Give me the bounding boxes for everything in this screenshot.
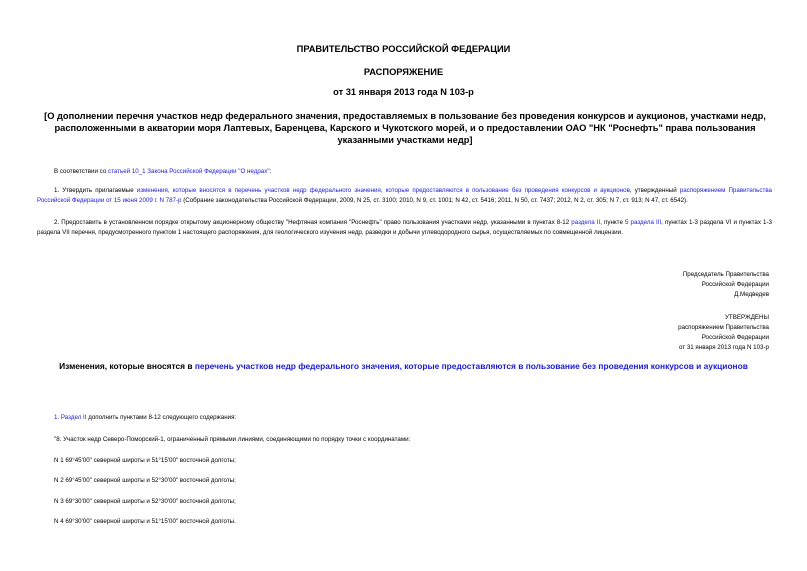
point-2-text-b: , пункте	[600, 219, 625, 226]
basis-paragraph	[54, 167, 774, 177]
point-1-text-a: 1. Утвердить прилагаемые	[54, 187, 137, 194]
section-2-link[interactable]: раздела II	[571, 219, 601, 226]
point-1-text-c: (Собрание законодательства Российской Федерации, 2009, N 25, ст. 3100; 2010, N 9, ст. 1001; N 42, ст. 5416; 2011, N 50, ст. 7437; 2012, N 2, ст. 305; N 7, ст. 913; N 47, ст. 6542).	[181, 196, 688, 204]
changes-link[interactable]: изменения, которые вносятся в перечень участков недр федерального значения, которые предоставляются в пользование без проведения конкурсов и аукционов	[136, 187, 630, 194]
point-1-paragraph	[37, 186, 772, 205]
list-item: "8. Участок недр Северо-Поморский-1, ограниченный прямыми линиями, соединяющими по порядку точки с координатами:	[54, 436, 411, 443]
list-item: N 2 69°45'00" северной широты и 52°30'00" восточной долготы;	[54, 477, 236, 484]
document-title: [О дополнении перечня участков недр федерального значения, предоставляемых в пользование без проведения конкурсов и аукционов, участками недр, расположенными в акватории моря Лаптевых, Баренцева, Карского и Чукотского морей, и о предоставлении ОАО "НК "Роснефть" права пользования указанными участками недр]	[44, 111, 766, 145]
item-1-prefix: 1.	[54, 414, 61, 421]
signature-block	[683, 270, 769, 300]
changes-heading	[0, 361, 807, 371]
point-1-text-b: , утвержденный	[629, 187, 680, 194]
approval-line-1: распоряжением Правительства	[678, 324, 769, 331]
list-of-areas-link[interactable]: перечень участков недр федерального значения, которые предоставляются в пользование без проведения конкурсов и аукционов	[194, 361, 748, 371]
government-heading: ПРАВИТЕЛЬСТВО РОССИЙСКОЙ ФЕДЕРАЦИИ	[296, 44, 511, 54]
list-item: N 4 69°30'00" северной широты и 51°15'00" восточной долготы.	[54, 518, 236, 525]
signature-name: Д.Медведев	[734, 291, 769, 298]
point-2-text-a: 2. Предоставить в установленном порядке открытому акционерному обществу "Нефтяная компания "Роснефть" право пользования участками недр, указанными в пунктах 8-12	[54, 219, 572, 226]
point-2-text-c: , пунктах 1-3 раздела VI и пунктах 1-3 раздела VII перечня, предусмотренного пунктом 1 настоящего распоряжения, для геологического изучения недр, разведки и добычи углеводородного сырья, осуществляемых по совмещенной лицензии.	[37, 219, 772, 236]
document-date-number: от 31 января 2013 года N 103-р	[333, 87, 474, 97]
section-3-item-5-link[interactable]: 5 раздела III	[624, 219, 662, 226]
changes-heading-prefix: Изменения, которые вносятся в	[59, 361, 195, 371]
list-item: N 3 69°30'00" северной широты и 52°30'00" восточной долготы;	[54, 498, 236, 505]
approval-label: УТВЕРЖДЕНЫ	[725, 314, 769, 321]
approval-block	[678, 313, 769, 353]
law-article-link[interactable]: статьей 10_1 Закона Российской Федерации "О недрах"	[107, 168, 270, 175]
item-1-suffix: дополнить пунктами 8-12 следующего содержания:	[86, 414, 237, 421]
basis-prefix: В соответствии со	[54, 168, 108, 175]
document-type-heading: РАСПОРЯЖЕНИЕ	[363, 67, 444, 77]
basis-suffix: :	[269, 168, 272, 175]
section-2-ref-link[interactable]: Раздел II	[60, 414, 87, 421]
list-item	[54, 413, 236, 422]
list-item: N 1 69°45'00" северной широты и 51°15'00" восточной долготы;	[54, 457, 236, 464]
signature-position-2: Российской Федерации	[701, 281, 769, 288]
point-2-paragraph	[37, 218, 772, 237]
approval-line-3: от 31 января 2013 года N 103-р	[678, 344, 769, 351]
signature-position-1: Председатель Правительства	[682, 271, 769, 278]
order-787-link[interactable]: распоряжением Правительства Российской Федерации от 15 июня 2009 г. N 787-р	[37, 187, 772, 204]
approval-line-2: Российской Федерации	[701, 334, 769, 341]
